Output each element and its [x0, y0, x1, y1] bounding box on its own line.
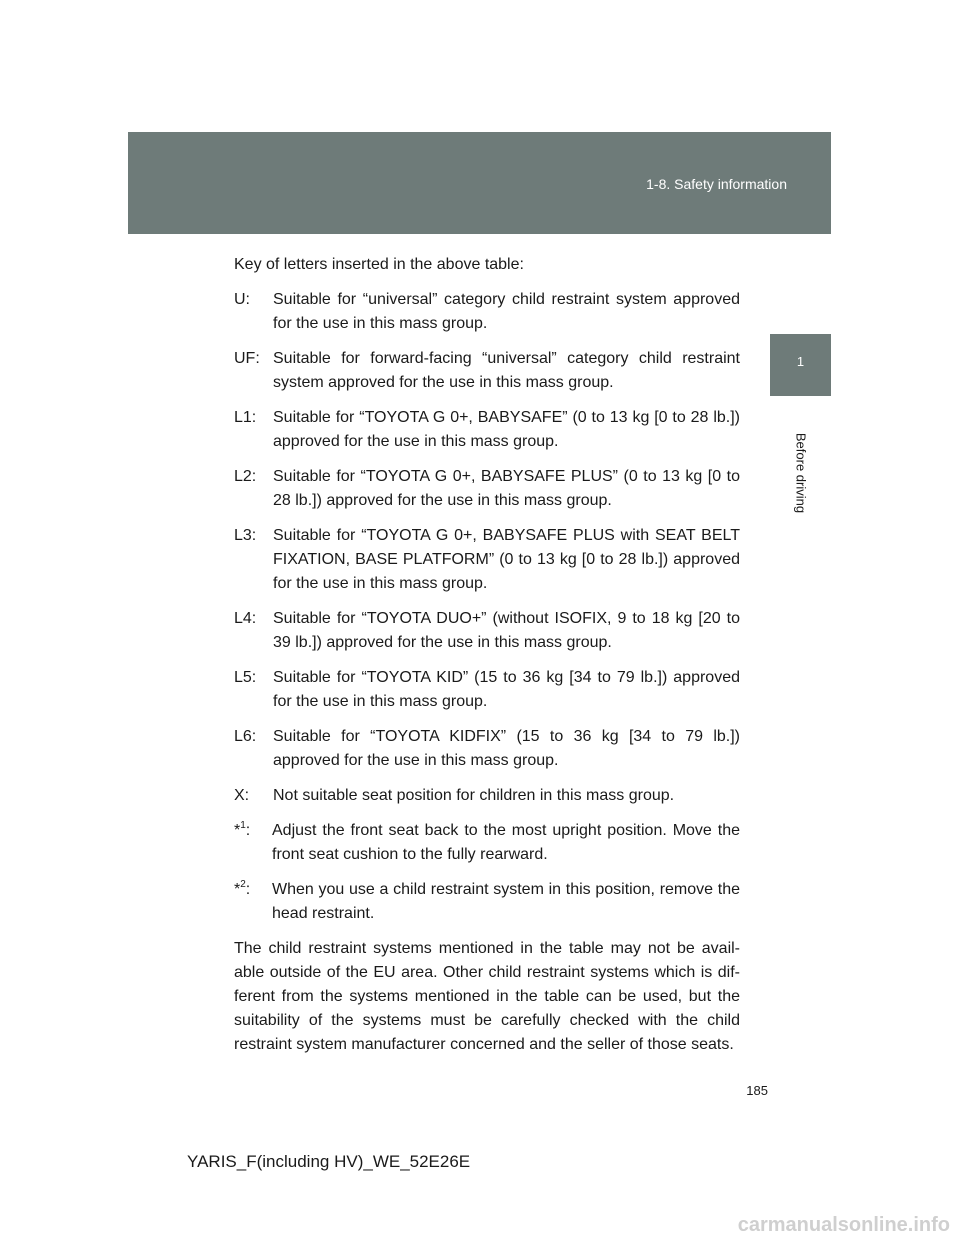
key-text: Suitable for “universal” category child restraint system approved for the use in this mass group.: [273, 291, 740, 332]
key-text: Suitable for “TOYOTA DUO+” (without ISOFIX, 9 to 18 kg [20 to 39 lb.]) approved for the use in this mass group.: [273, 610, 740, 651]
key-label: L6:: [234, 728, 257, 745]
footnote-item: [234, 819, 740, 867]
key-text: Suitable for “TOYOTA KID” (15 to 36 kg [34 to 79 lb.]) approved for the use in this mass group.: [273, 669, 740, 710]
key-text: Suitable for “TOYOTA G 0+, BABYSAFE” (0 to 13 kg [0 to 28 lb.]) approved for the use in this mass group.: [273, 409, 740, 450]
footnote-item: [234, 878, 740, 926]
key-item: [234, 465, 740, 513]
footnote-number: 2: [240, 879, 246, 890]
key-text: Suitable for “TOYOTA G 0+, BABYSAFE PLUS with SEAT BELT FIXATION, BASE PLATFORM” (0 to 13 kg [0 to 28 lb.]) approved for the use in this mass group.: [273, 527, 740, 592]
key-label: L5:: [234, 669, 257, 686]
key-text: Suitable for forward-facing “universal” category child restraint system approved for the use in this mass group.: [273, 350, 740, 391]
chapter-label-container: [788, 418, 814, 528]
key-label: L3:: [234, 527, 257, 544]
footnote-number: 1: [240, 820, 246, 831]
section-title: 1-8. Safety information: [646, 176, 787, 192]
header-band: [128, 132, 831, 234]
key-item: [234, 406, 740, 454]
closing-paragraph: The child restraint systems mentioned in the table may not be avail-able outside of the EU area. Other child restraint systems which is dif-ferent from the systems mentioned in the table can be used, but the suitability of the systems must be carefully checked with the child restraint system manufacturer concerned and the seller of those seats.: [234, 940, 740, 1053]
page-number: 185: [746, 1083, 768, 1098]
footnote-text: When you use a child restraint system in this position, remove the head restraint.: [272, 881, 740, 922]
main-content: [234, 253, 740, 1057]
key-item: [234, 524, 740, 596]
chapter-label: Before driving: [793, 432, 809, 514]
key-intro: Key of letters inserted in the above table:: [234, 256, 524, 273]
key-text: Suitable for “TOYOTA KIDFIX” (15 to 36 kg [34 to 79 lb.]) approved for the use in this mass group.: [273, 728, 740, 769]
key-label: X:: [234, 787, 250, 804]
key-label: L2:: [234, 468, 257, 485]
key-item: [234, 666, 740, 714]
key-label: L4:: [234, 610, 257, 627]
key-text: Not suitable seat position for children in this mass group.: [273, 787, 675, 804]
footnote-label: *$^1$:: [234, 820, 251, 839]
footnote-mark: *: [234, 881, 241, 898]
key-item: [234, 784, 740, 808]
key-label: U:: [234, 291, 250, 308]
key-label: UF:: [234, 350, 260, 367]
footnote-label: *$^2$:: [234, 879, 251, 898]
key-item: [234, 725, 740, 773]
key-item: [234, 347, 740, 395]
footnote-text: Adjust the front seat back to the most upright position. Move the front seat cushion to the fully rearward.: [272, 822, 740, 863]
key-item: [234, 607, 740, 655]
document-code: YARIS_F(including HV)_WE_52E26E: [187, 1152, 471, 1171]
chapter-tab: [770, 334, 831, 396]
footnote-mark: *: [234, 822, 241, 839]
key-text: Suitable for “TOYOTA G 0+, BABYSAFE PLUS” (0 to 13 kg [0 to 28 lb.]) approved for the use in this mass group.: [273, 468, 740, 509]
watermark: carmanualsonline.info: [737, 1214, 950, 1236]
key-label: L1:: [234, 409, 257, 426]
key-item: [234, 288, 740, 336]
chapter-number: 1: [796, 354, 805, 369]
